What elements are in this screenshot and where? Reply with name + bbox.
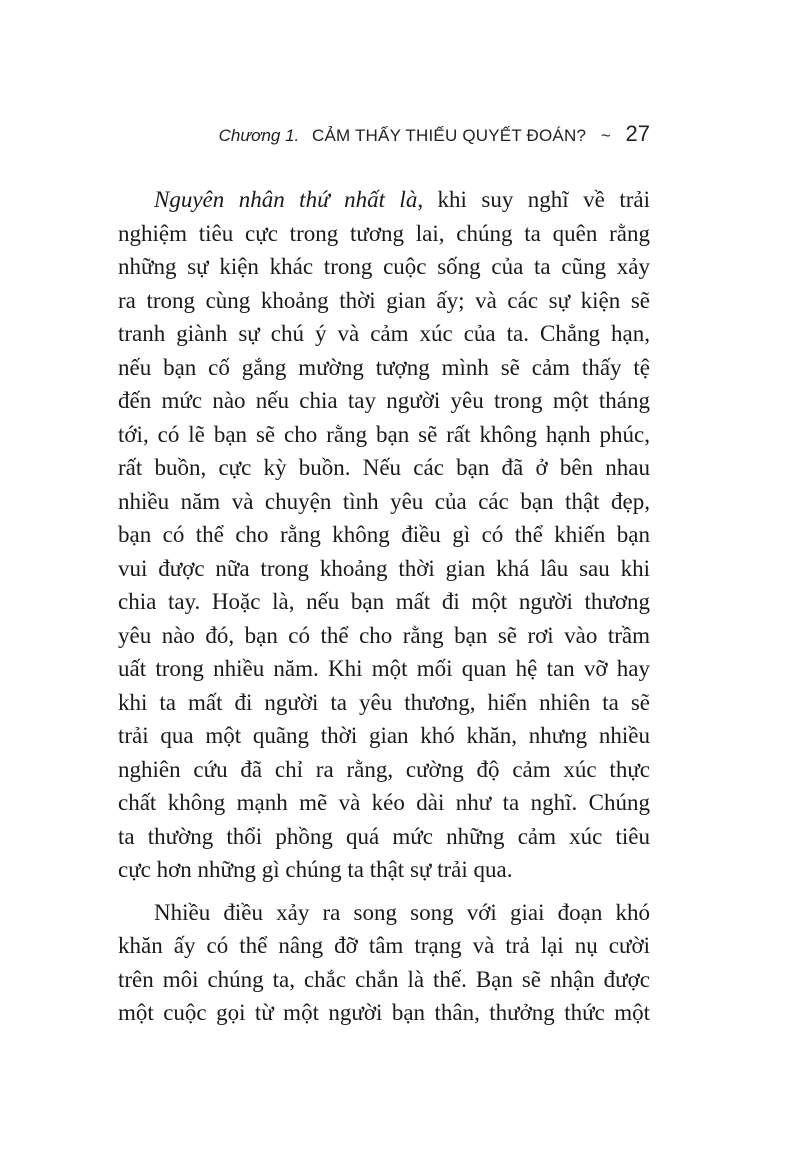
- text-line: đến mức nào nếu chia tay người yêu trong một tháng: [118, 388, 650, 413]
- running-header: [219, 121, 650, 147]
- text-line: cực hơn những gì chúng ta thật sự trải qua.: [118, 857, 513, 882]
- text-line: khi ta mất đi người ta yêu thương, hiển nhiên ta sẽ: [118, 689, 650, 715]
- text-line: ra trong cùng khoảng thời gian ấy; và các sự kiện sẽ: [118, 287, 650, 313]
- text-line: nhiều năm và chuyện tình yêu của các bạn thật đẹp,: [118, 488, 650, 514]
- first-line-rest: , khi suy nghĩ về trải: [417, 187, 650, 212]
- text-line: [118, 183, 650, 217]
- text-line: nghiệm tiêu cực trong tương lai, chúng ta quên rằng: [118, 220, 650, 246]
- text-line: nếu bạn cố gắng mường tượng mình sẽ cảm thấy tệ: [118, 354, 650, 380]
- page-number: 27: [625, 121, 650, 146]
- text-line: rất buồn, cực kỳ buồn. Nếu các bạn đã ở bên nhau: [118, 455, 650, 480]
- text-line: Nhiều điều xảy ra song song với giai đoạn khó: [154, 899, 650, 925]
- text-line: một cuộc gọi từ một người bạn thân, thưởng thức một: [118, 1000, 650, 1025]
- text-line: yêu nào đó, bạn có thể cho rằng bạn sẽ rơi vào trầm: [118, 622, 650, 648]
- text-line: trên môi chúng ta, chắc chắn là thế. Bạn sẽ nhận được: [118, 966, 650, 992]
- paragraph-2: [118, 896, 650, 1030]
- text-line: vui được nữa trong khoảng thời gian khá lâu sau khi: [118, 555, 650, 581]
- body-text: [118, 183, 650, 1030]
- text-line: những sự kiện khác trong cuộc sống của ta cũng xảy: [118, 254, 650, 279]
- text-line: tranh giành sự chú ý và cảm xúc của ta. Chẳng hạn,: [118, 321, 650, 346]
- text-line: chất không mạnh mẽ và kéo dài như ta nghĩ. Chúng: [118, 790, 650, 815]
- paragraph-1: [118, 183, 650, 887]
- text-line: tới, có lẽ bạn sẽ cho rằng bạn sẽ rất không hạnh phúc,: [118, 421, 650, 447]
- italic-lead: Nguyên nhân thứ nhất là: [154, 187, 418, 212]
- header-separator: ~: [600, 126, 611, 145]
- text-line: khăn ấy có thể nâng đỡ tâm trạng và trả lại nụ cười: [118, 933, 650, 958]
- chapter-title: CẢM THẤY THIẾU QUYẾT ĐOÁN?: [311, 126, 587, 145]
- text-line: trải qua một quãng thời gian khó khăn, nhưng nhiều: [118, 723, 650, 748]
- text-line: ta thường thổi phồng quá mức những cảm xúc tiêu: [118, 823, 650, 849]
- chapter-label: Chương 1.: [218, 126, 300, 145]
- text-line: chia tay. Hoặc là, nếu bạn mất đi một người thương: [118, 589, 650, 614]
- text-line: bạn có thể cho rằng không điều gì có thể khiến bạn: [118, 522, 650, 547]
- text-line: uất trong nhiều năm. Khi một mối quan hệ tan vỡ hay: [118, 656, 650, 681]
- text-line: nghiên cứu đã chỉ ra rằng, cường độ cảm xúc thực: [118, 756, 650, 782]
